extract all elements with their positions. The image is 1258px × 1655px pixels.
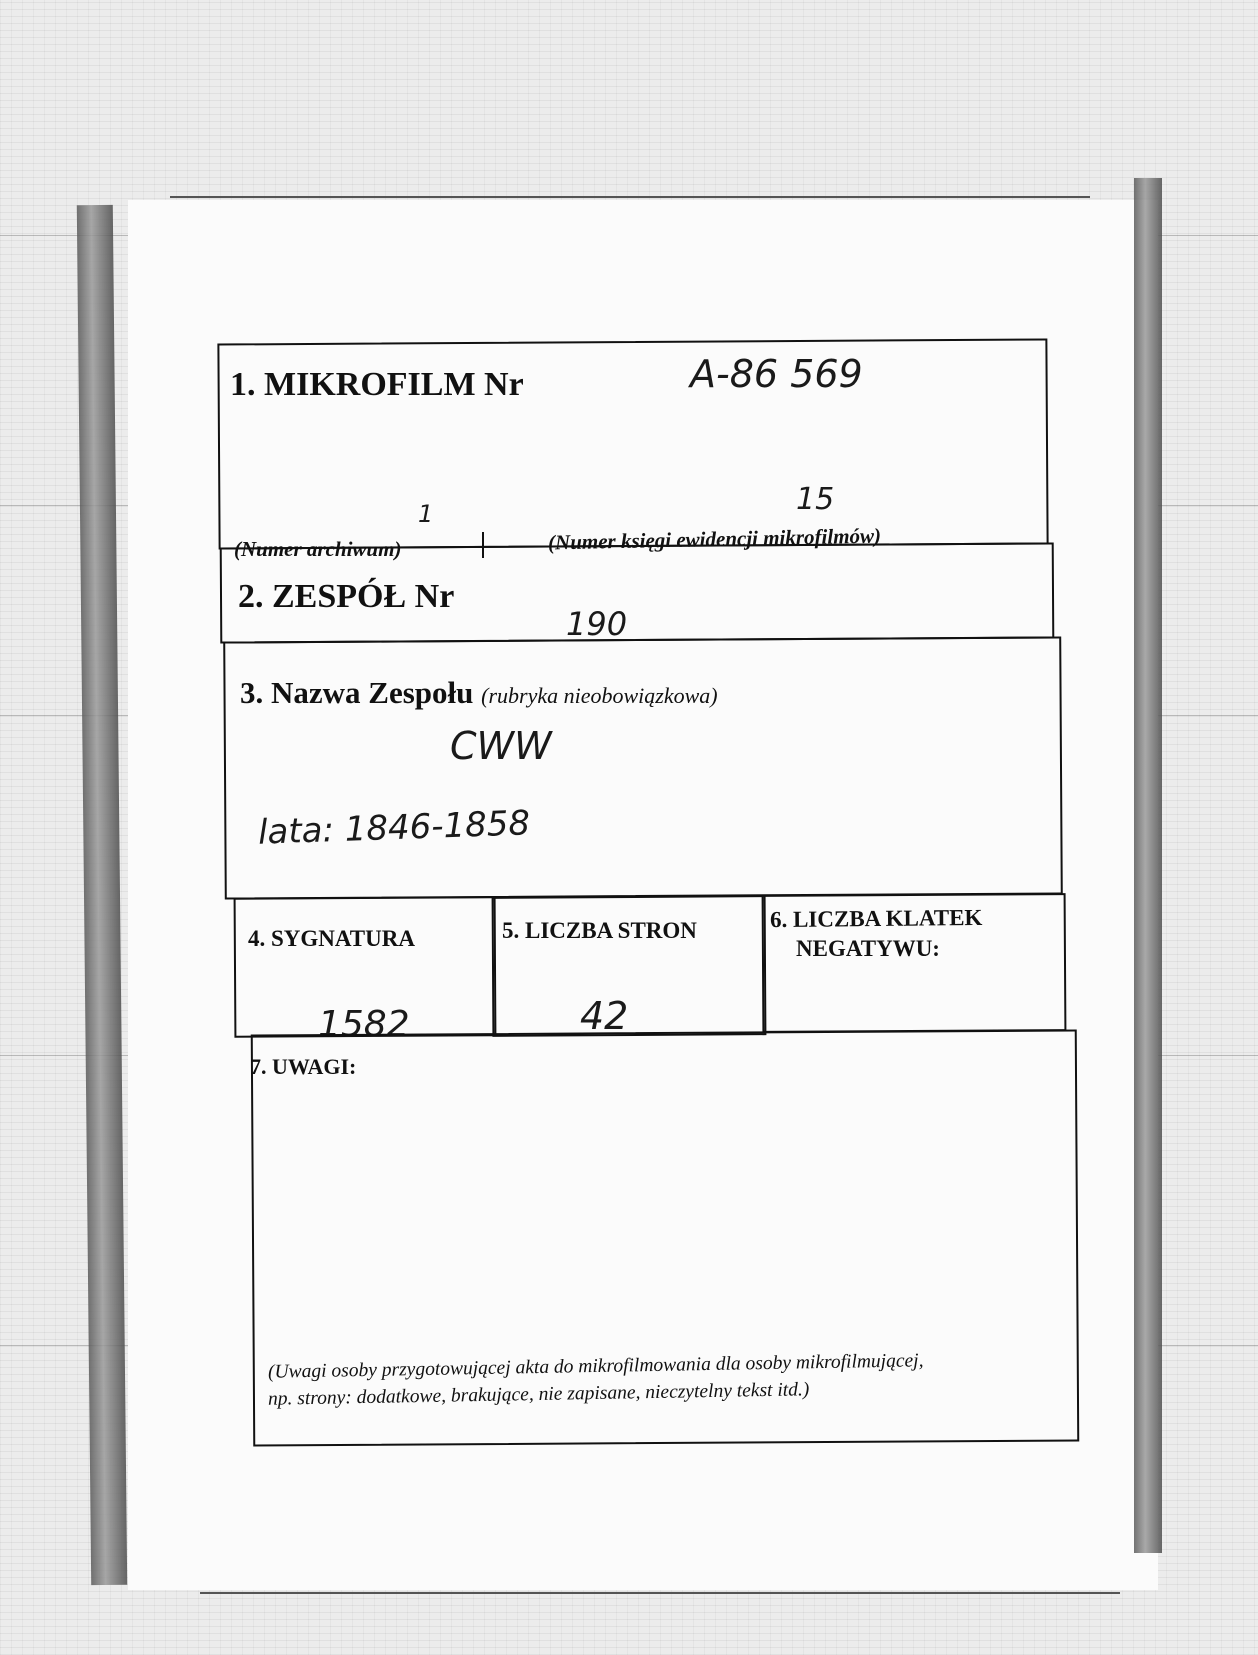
section-5-box [492,895,767,1037]
remarks-footnote-line1: (Uwagi osoby przygotowującej akta do mikrofilmowania dla osoby mikrofilmującej, [267,1350,924,1383]
group-name-title: 3. Nazwa Zespołu [240,675,474,710]
signature-label: 4. SYGNATURA [248,926,415,951]
group-name-label [240,675,718,711]
signature-value: 1582 [318,1004,410,1045]
group-name-value: CWW [450,724,552,768]
archive-number-label: (Numer archiwum) [234,537,402,561]
group-number-label: 2. ZESPÓŁ Nr [238,578,455,615]
group-name-note: (rubryka nieobowiązkowa) [481,683,718,708]
remarks-footnote-line2: np. strony: dodatkowe, brakujące, nie zapisane, nieczytelny tekst itd.) [267,1379,810,1410]
group-years-value: lata: 1846-1858 [257,803,531,853]
microfilm-number-label: 1. MIKROFILM Nr [230,366,524,403]
negative-frames-label-line2: NEGATYWU: [796,936,940,961]
remarks-label: 7. UWAGI: [250,1054,357,1079]
ledger-number-label: (Numer księgi ewidencji mikrofilmów) [547,523,882,555]
group-number-value: 190 [566,605,628,643]
ledger-number-value: 15 [796,482,835,517]
archive-number-value: 1 [418,500,434,528]
microfilm-number-value: A-86 569 [690,352,863,396]
page-count-label: 5. LICZBA STRON [502,918,697,943]
page-count-value: 42 [580,994,629,1038]
negative-frames-label-line1: 6. LICZBA KLATEK [769,904,983,933]
